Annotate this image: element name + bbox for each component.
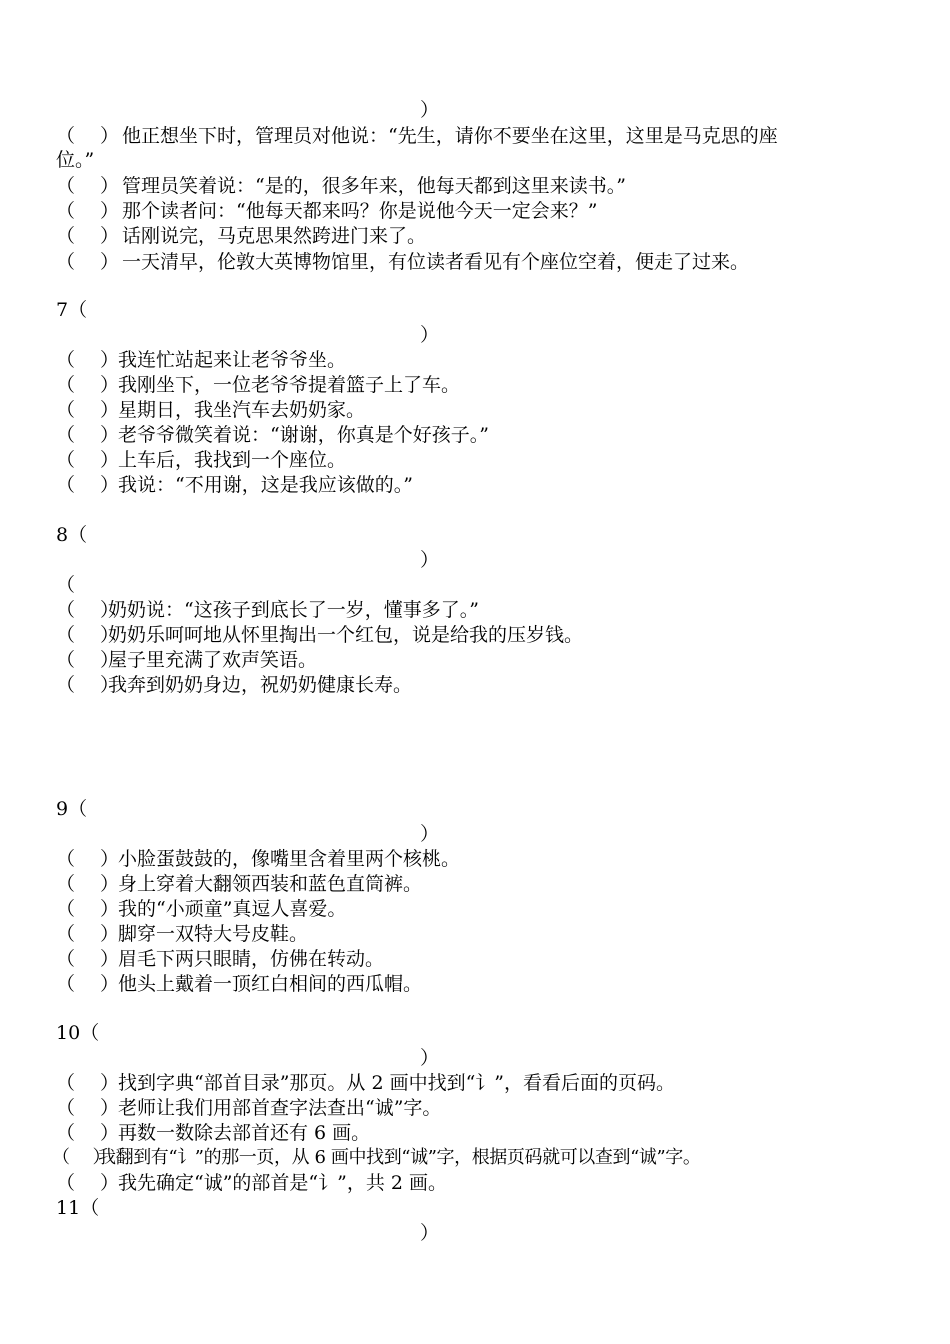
answer-blank[interactable]: （ ） [56, 225, 120, 247]
item-text: 我连忙站起来让老爷爷坐。 [118, 349, 347, 371]
answer-blank[interactable]: （ ） [56, 175, 120, 197]
list-item [56, 673, 412, 697]
answer-blank[interactable]: （ ） [56, 973, 120, 995]
answer-blank[interactable]: （ ） [56, 399, 120, 421]
list-item [56, 473, 413, 497]
answer-blank[interactable]: （ ） [56, 474, 120, 496]
list-item [56, 872, 422, 896]
list-item [56, 648, 317, 672]
list-item [56, 897, 346, 921]
item-text: 他头上戴着一顶红白相间的西瓜帽。 [118, 973, 423, 995]
question-number: 7（ [56, 299, 88, 321]
answer-blank[interactable]: （ ） [56, 125, 120, 147]
answer-close-paren: ） [420, 823, 440, 845]
answer-blank[interactable]: （ ） [52, 1147, 111, 1168]
item-text: 我先确定“诚”的部首是“讠”，共 2 画。 [118, 1172, 448, 1194]
list-item [56, 398, 365, 422]
answer-blank[interactable]: （ ） [56, 649, 120, 671]
list-item [56, 922, 308, 946]
answer-blank[interactable]: （ ） [56, 873, 120, 895]
item-text: 我翻到有“讠”的那一页，从 6 画中找到“诚”字，根据页码就可以查到“诚”字。 [98, 1147, 701, 1168]
answer-close-paren: ） [420, 1222, 440, 1244]
item-text: 脚穿一双特大号皮鞋。 [118, 923, 309, 945]
list-item [56, 947, 384, 971]
item-text: 话刚说完，马克思果然跨进门来了。 [122, 225, 427, 247]
question-number: 9（ [56, 798, 88, 820]
item-text: 那个读者问：“他每天都来吗？你是说他今天一定会来？” [122, 200, 598, 222]
answer-blank[interactable]: （ ） [56, 349, 120, 371]
answer-blank[interactable]: （ ） [56, 251, 120, 273]
item-text: 奶奶说：“这孩子到底长了一岁，懂事多了。” [108, 599, 479, 621]
answer-blank[interactable]: （ ） [56, 674, 120, 696]
list-item [56, 972, 422, 996]
item-text: 一天清早，伦敦大英博物馆里，有位读者看见有个座位空着，便走了过来。 [122, 251, 750, 273]
answer-blank[interactable]: （ ） [56, 624, 120, 646]
answer-blank[interactable]: （ [56, 574, 76, 596]
answer-blank[interactable]: （ ） [56, 200, 120, 222]
list-item [56, 124, 778, 148]
answer-blank[interactable]: （ ） [56, 449, 120, 471]
list-item [52, 1146, 701, 1170]
item-text: 管理员笑着说：“是的，很多年来，他每天都到这里来读书。” [122, 175, 626, 197]
item-text: 我刚坐下，一位老爷爷提着篮子上了车。 [118, 374, 461, 396]
answer-blank[interactable]: （ ） [56, 948, 120, 970]
item-text: 身上穿着大翻领西装和蓝色直筒裤。 [118, 873, 423, 895]
answer-blank[interactable]: （ ） [56, 599, 120, 621]
item-text-continuation: 位。” [56, 149, 95, 171]
answer-blank[interactable]: （ ） [56, 374, 120, 396]
item-text: 找到字典“部首目录”那页。从 2 画中找到“讠”，看看后面的页码。 [118, 1072, 676, 1094]
item-text: 他正想坐下时，管理员对他说：“先生，请你不要坐在这里，这里是马克思的座 [122, 125, 778, 147]
item-text: 奶奶乐呵呵地从怀里掏出一个红包，说是给我的压岁钱。 [108, 624, 584, 646]
list-item [56, 250, 749, 274]
list-item [56, 1121, 370, 1145]
item-text: 老爷爷微笑着说：“谢谢，你真是个好孩子。” [118, 424, 489, 446]
answer-blank[interactable]: （ ） [56, 1097, 120, 1119]
item-text: 眉毛下两只眼睛，仿佛在转动。 [118, 948, 385, 970]
answer-blank[interactable]: （ ） [56, 898, 120, 920]
list-item [56, 1071, 675, 1095]
list-item [56, 423, 489, 447]
question-number: 10（ [56, 1022, 100, 1044]
list-item [56, 199, 597, 223]
answer-blank[interactable]: （ ） [56, 1072, 120, 1094]
list-item [56, 598, 479, 622]
item-text: 星期日，我坐汽车去奶奶家。 [118, 399, 366, 421]
answer-blank[interactable]: （ ） [56, 1172, 120, 1194]
list-item [56, 448, 346, 472]
list-item [56, 348, 346, 372]
item-text: 上车后，我找到一个座位。 [118, 449, 347, 471]
list-item [56, 373, 460, 397]
item-text: 屋子里充满了欢声笑语。 [108, 649, 318, 671]
list-item [56, 224, 426, 248]
item-text: 我说：“不用谢，这是我应该做的。” [118, 474, 413, 496]
answer-blank[interactable]: （ ） [56, 923, 120, 945]
answer-close-paren: ） [420, 324, 440, 346]
list-item [56, 1096, 441, 1120]
answer-close-paren: ） [420, 549, 440, 571]
list-item [56, 174, 626, 198]
list-item [56, 1171, 447, 1195]
answer-blank[interactable]: （ ） [56, 848, 120, 870]
item-text: 我奔到奶奶身边，祝奶奶健康长寿。 [108, 674, 413, 696]
list-item [56, 623, 583, 647]
item-text: 小脸蛋鼓鼓的，像嘴里含着里两个核桃。 [118, 848, 461, 870]
answer-blank[interactable]: （ ） [56, 424, 120, 446]
answer-close-paren: ） [420, 99, 440, 121]
item-text: 我的“小顽童”真逗人喜爱。 [118, 898, 347, 920]
item-text: 老师让我们用部首查字法查出“诚”字。 [118, 1097, 442, 1119]
answer-blank[interactable]: （ ） [56, 1122, 120, 1144]
question-number: 8（ [56, 524, 88, 546]
list-item [56, 847, 460, 871]
answer-close-paren: ） [420, 1047, 440, 1069]
item-text: 再数一数除去部首还有 6 画。 [118, 1122, 371, 1144]
question-number: 11（ [56, 1197, 100, 1219]
